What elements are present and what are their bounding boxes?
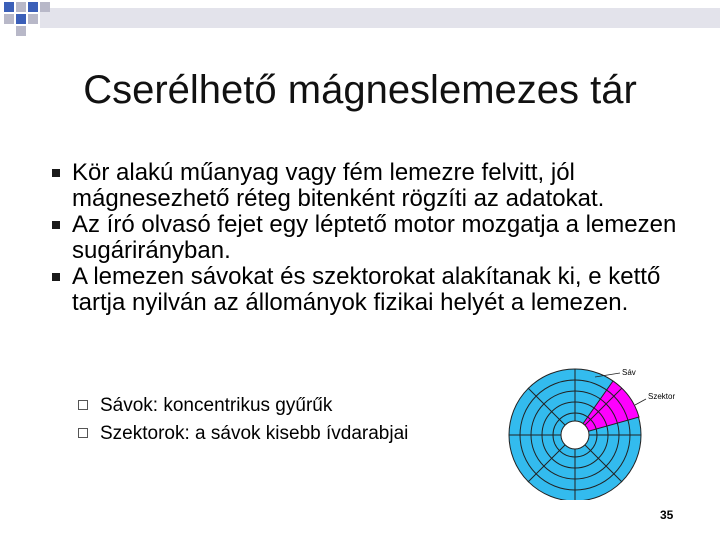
subbullet-list <box>78 392 408 448</box>
disk-platter <box>509 369 641 500</box>
slide-title: Cserélhető mágneslemezes tár <box>83 68 637 112</box>
sector-label: Szektor <box>648 392 676 401</box>
disk-diagram <box>500 365 700 500</box>
bullet-text: Kör alakú műanyag vagy fém lemezre felvitt, jól mágnesezhető réteg bitenként rögzíti az adatokat. <box>72 159 605 212</box>
page-number: 35 <box>660 508 674 522</box>
bullet-item <box>56 212 696 264</box>
hollow-square-bullet-icon <box>78 400 88 410</box>
bullet-item <box>56 264 696 316</box>
subbullet-item <box>78 392 408 420</box>
bullet-text: Az író olvasó fejet egy léptető motor mozgatja a lemezen sugárirányban. <box>72 211 677 264</box>
square-bullet-icon <box>52 273 60 281</box>
subbullet-item <box>78 420 408 448</box>
track-label: Sáv <box>622 368 636 377</box>
bullet-text: A lemezen sávokat és szektorokat alakítanak ki, e kettő tartja nyilván az állományok fizikai helyét a lemezen. <box>72 263 661 316</box>
square-bullet-icon <box>52 169 60 177</box>
subbullet-text: Sávok: koncentrikus gyűrűk <box>100 395 333 416</box>
subbullet-text: Szektorok: a sávok kisebb ívdarabjai <box>100 423 409 444</box>
header-decoration <box>0 0 720 40</box>
bullet-list <box>56 160 696 316</box>
bullet-item <box>56 160 696 212</box>
hollow-square-bullet-icon <box>78 428 88 438</box>
square-bullet-icon <box>52 221 60 229</box>
